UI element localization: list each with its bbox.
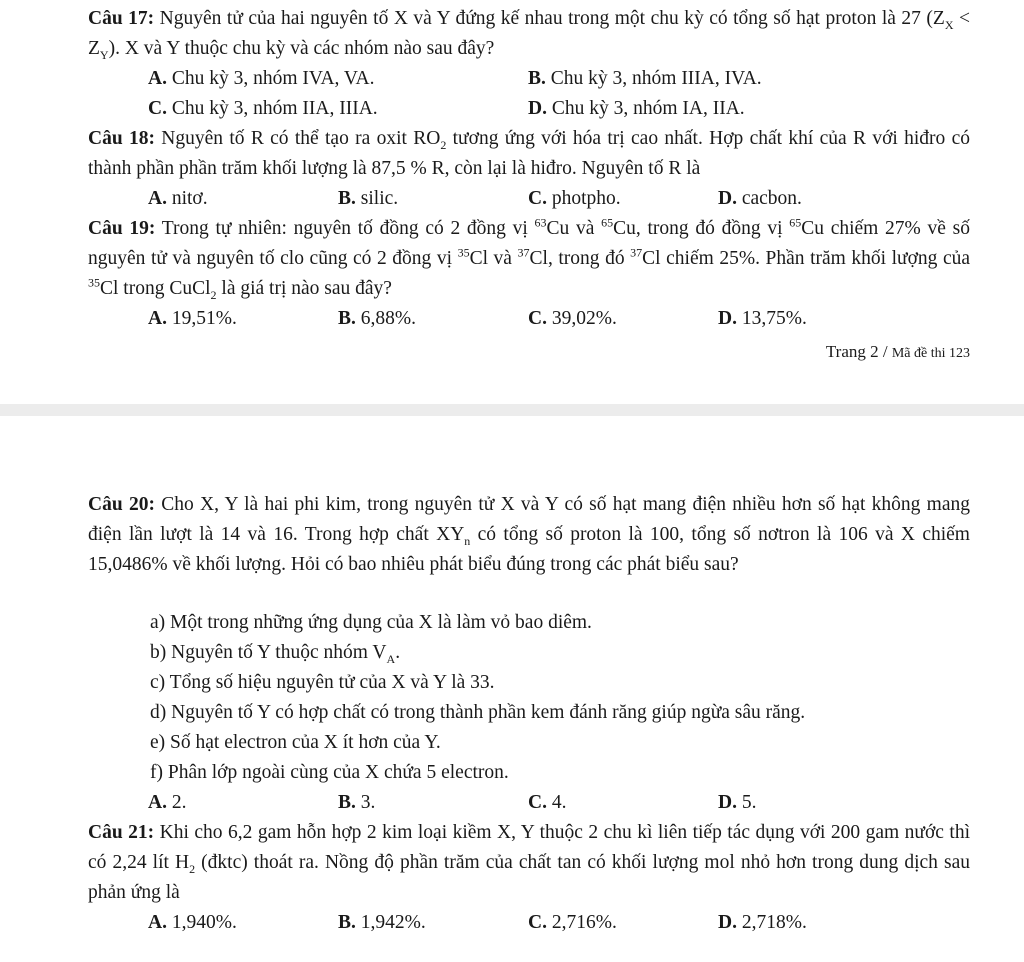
statement-c: c) Tổng số hiệu nguyên tử của X và Y là 33.: [150, 672, 495, 693]
statement-e: e) Số hạt electron của X ít hơn của Y.: [150, 732, 441, 753]
question-label: Câu 17:: [88, 8, 155, 29]
question-label: Câu 20:: [88, 494, 155, 515]
option-a[interactable]: A. 2.: [148, 792, 187, 813]
statement-a: a) Một trong những ứng dụng của X là làm vỏ bao diêm.: [150, 612, 592, 633]
option-a[interactable]: A. 19,51%.: [148, 308, 237, 329]
question-21: Câu 21: Khi cho 6,2 gam hỗn hợp 2 kim loại kiềm X, Y thuộc 2 chu kì liên tiếp tác dụng với 200 gam nước thì có 2,24 lít $H_2$ (đktc) thoát ra. Nồng độ phần trăm của chất tan có khối lượng mol nhỏ hơn trong dung dịch sau phản ứng là: [88, 822, 971, 903]
question-label: Câu 18:: [88, 128, 155, 149]
q17-options-row1: [148, 64, 970, 94]
page-2-upper: [0, 0, 1024, 404]
option-a[interactable]: A. Chu kỳ 3, nhóm IVA, VA.: [148, 68, 375, 89]
option-b[interactable]: B. 3.: [338, 792, 376, 813]
question-18: Câu 18: Nguyên tố R có thể tạo ra oxit $RO_2$ tương ứng với hóa trị cao nhất. Hợp chất khí của R với hiđro có thành phần phần trăm khối lượng là 87,5 % R, còn lại là hiđro. Nguyên tố R là: [88, 128, 970, 179]
option-d[interactable]: D. 13,75%.: [718, 308, 807, 329]
option-d[interactable]: D. cacbon.: [718, 188, 802, 209]
q18-options: [148, 184, 970, 214]
option-b[interactable]: B. 1,942%.: [338, 912, 426, 933]
q20-options: [148, 788, 970, 818]
page-3-lower: [0, 416, 1024, 962]
question-19: Câu 19: Trong tự nhiên: nguyên tố đồng có 2 đồng vị $^{63}$Cu và $^{65}$Cu, trong đó đồng vị $^{65}$Cu chiếm 27% về số nguyên tử và nguyên tố clo cũng có 2 đồng vị $^{35}$Cl và $^{37}$Cl, trong đó $^{37}$Cl chiếm 25%. Phần trăm khối lượng của $^{35}$Cl trong CuCl$_2$ là giá trị nào sau đây?: [88, 215, 971, 302]
statement-f: f) Phân lớp ngoài cùng của X chứa 5 electron.: [150, 762, 509, 783]
statement-d: d) Nguyên tố Y có hợp chất có trong thành phần kem đánh răng giúp ngừa sâu răng.: [150, 702, 806, 723]
question-20: Câu 20: Cho X, Y là hai phi kim, trong nguyên tử X và Y có số hạt mang điện nhiều hơn số hạt không mang điện lần lượt là 14 và 16. Trong hợp chất $XY_n$ có tổng số proton là 100, tổng số nơtron là 106 và X chiếm 15,0486% về khối lượng. Hỏi có bao nhiêu phát biểu đúng trong các phát biểu sau?: [88, 494, 971, 575]
page-separator: [0, 404, 1024, 416]
q21-options: [148, 908, 970, 938]
option-a[interactable]: A. 1,940%.: [148, 912, 237, 933]
option-a[interactable]: A. nitơ.: [148, 188, 208, 209]
option-c[interactable]: C. 4.: [528, 792, 567, 813]
option-d[interactable]: D. 2,718%.: [718, 912, 807, 933]
option-b[interactable]: B. silic.: [338, 188, 399, 209]
q17-options-row2: [148, 94, 970, 124]
option-b[interactable]: B. 6,88%.: [338, 308, 417, 329]
statement-b: b) Nguyên tố Y thuộc nhóm $V_A$.: [150, 642, 401, 666]
option-c[interactable]: C. 2,716%.: [528, 912, 617, 933]
option-c[interactable]: C. photpho.: [528, 188, 621, 209]
option-c[interactable]: C. 39,02%.: [528, 308, 617, 329]
q19-options: [148, 304, 970, 334]
option-c[interactable]: C. Chu kỳ 3, nhóm IIA, IIIA.: [148, 98, 378, 119]
option-b[interactable]: B. Chu kỳ 3, nhóm IIIA, IVA.: [528, 68, 762, 89]
option-d[interactable]: D. Chu kỳ 3, nhóm IA, IIA.: [528, 98, 745, 119]
question-17: Câu 17: Nguyên tử của hai nguyên tố X và Y đứng kế nhau trong một chu kỳ có tổng số hạt proton là 27 $(Z_X < Z_Y)$. X và Y thuộc chu kỳ và các nhóm nào sau đây?: [88, 8, 970, 62]
page-footer: Trang 2 / Mã đề thi 123: [825, 342, 970, 361]
question-label: Câu 21:: [88, 822, 155, 843]
question-label: Câu 19:: [88, 218, 156, 239]
option-d[interactable]: D. 5.: [718, 792, 757, 813]
